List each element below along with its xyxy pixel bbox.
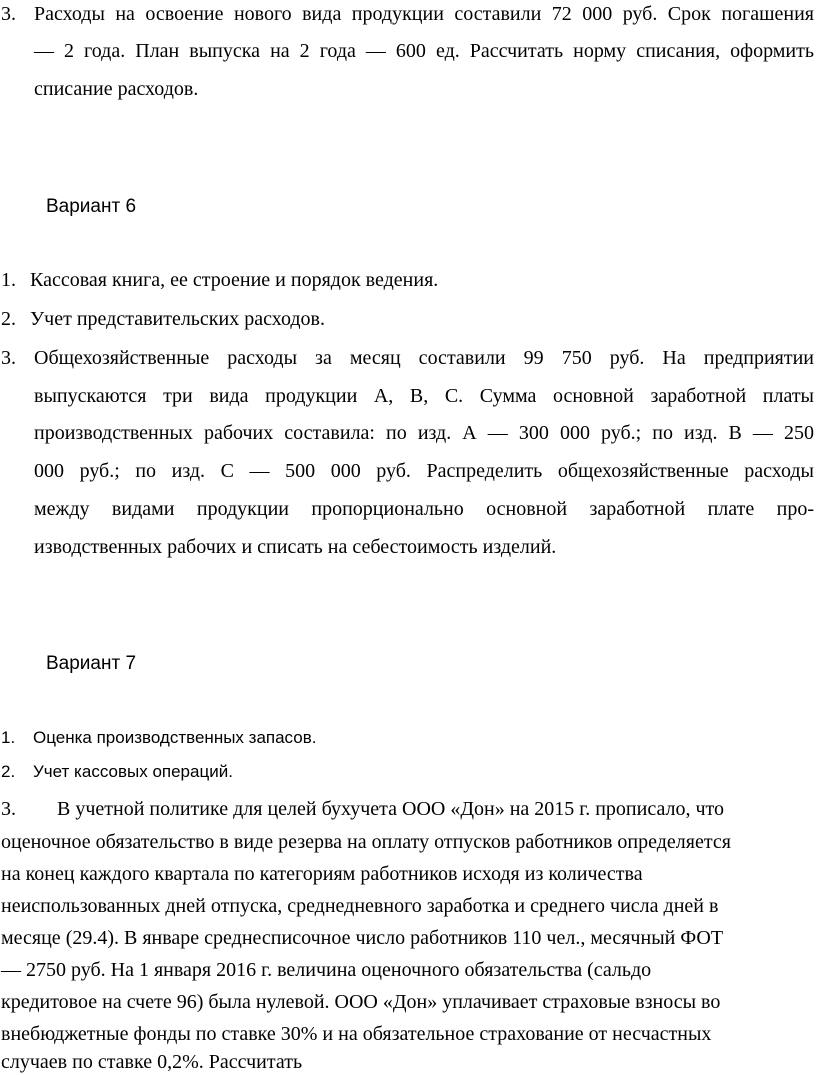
- variant-heading: Вариант 7: [46, 653, 137, 674]
- item-number: 3.: [1, 798, 16, 820]
- paragraph-line: В учетной политике для целей бухучета ООО «Дон» на 2015 г. прописало, что: [57, 798, 725, 820]
- variant-heading: Вариант 6: [46, 196, 137, 217]
- list-item-text: Кассовая книга, ее строение и порядок ведения.: [30, 269, 439, 291]
- paragraph-line: между видами продукции пропорционально основной заработной плате про-: [34, 498, 814, 520]
- paragraph-line: производственных рабочих составила: по изд. А — 300 000 руб.; по изд. В — 250: [34, 422, 814, 444]
- paragraph-line: списание расходов.: [34, 78, 199, 100]
- paragraph-line: случаев по ставке 0,2%. Рассчитать: [1, 1051, 303, 1073]
- item-number: 2.: [1, 308, 16, 330]
- paragraph-line: оценочное обязательство в виде резерва на оплату отпусков работников определяется: [1, 831, 731, 853]
- paragraph-line: выпускаются три вида продукции А, В, С. Сумма основной заработной платы: [34, 385, 814, 407]
- item-number: 2.: [1, 762, 16, 781]
- paragraph-line: — 2750 руб. На 1 января 2016 г. величина оценочного обязательства (сальдо: [1, 959, 652, 981]
- paragraph-line: 000 руб.; по изд. С — 500 000 руб. Распределить общехозяйственные расходы: [34, 460, 814, 482]
- paragraph-line: неиспользованных дней отпуска, среднедневного заработка и среднего числа дней в: [1, 895, 719, 917]
- paragraph-line: месяце (29.4). В январе среднесписочное число работников 110 чел., месячный ФОТ: [1, 927, 724, 949]
- item-number: 1.: [1, 269, 16, 291]
- item-number: 3.: [1, 3, 16, 25]
- item-number: 1.: [1, 728, 16, 747]
- paragraph-line: на конец каждого квартала по категориям работников исходя из количества: [1, 863, 643, 885]
- paragraph-line: Расходы на освоение нового вида продукции составили 72 000 руб. Срок погашения: [34, 3, 814, 25]
- paragraph-line: кредитовое на счете 96) была нулевой. ООО «Дон» уплачивает страховые взносы во: [1, 991, 721, 1013]
- paragraph-line: Общехозяйственные расходы за месяц составили 99 750 руб. На предприятии: [34, 347, 814, 369]
- list-item-text: Учет представительских расходов.: [30, 308, 325, 330]
- item-number: 3.: [1, 347, 16, 369]
- paragraph-line: — 2 года. План выпуска на 2 года — 600 ед. Рассчитать норму списания, оформить: [34, 40, 814, 62]
- paragraph-line: внебюджетные фонды по ставке 30% и на обязательное страхование от несчастных: [1, 1023, 712, 1045]
- list-item-text: Учет кассовых операций.: [33, 762, 233, 781]
- list-item-text: Оценка производственных запасов.: [33, 728, 317, 747]
- paragraph-line: изводственных рабочих и списать на себестоимость изделий.: [34, 536, 557, 558]
